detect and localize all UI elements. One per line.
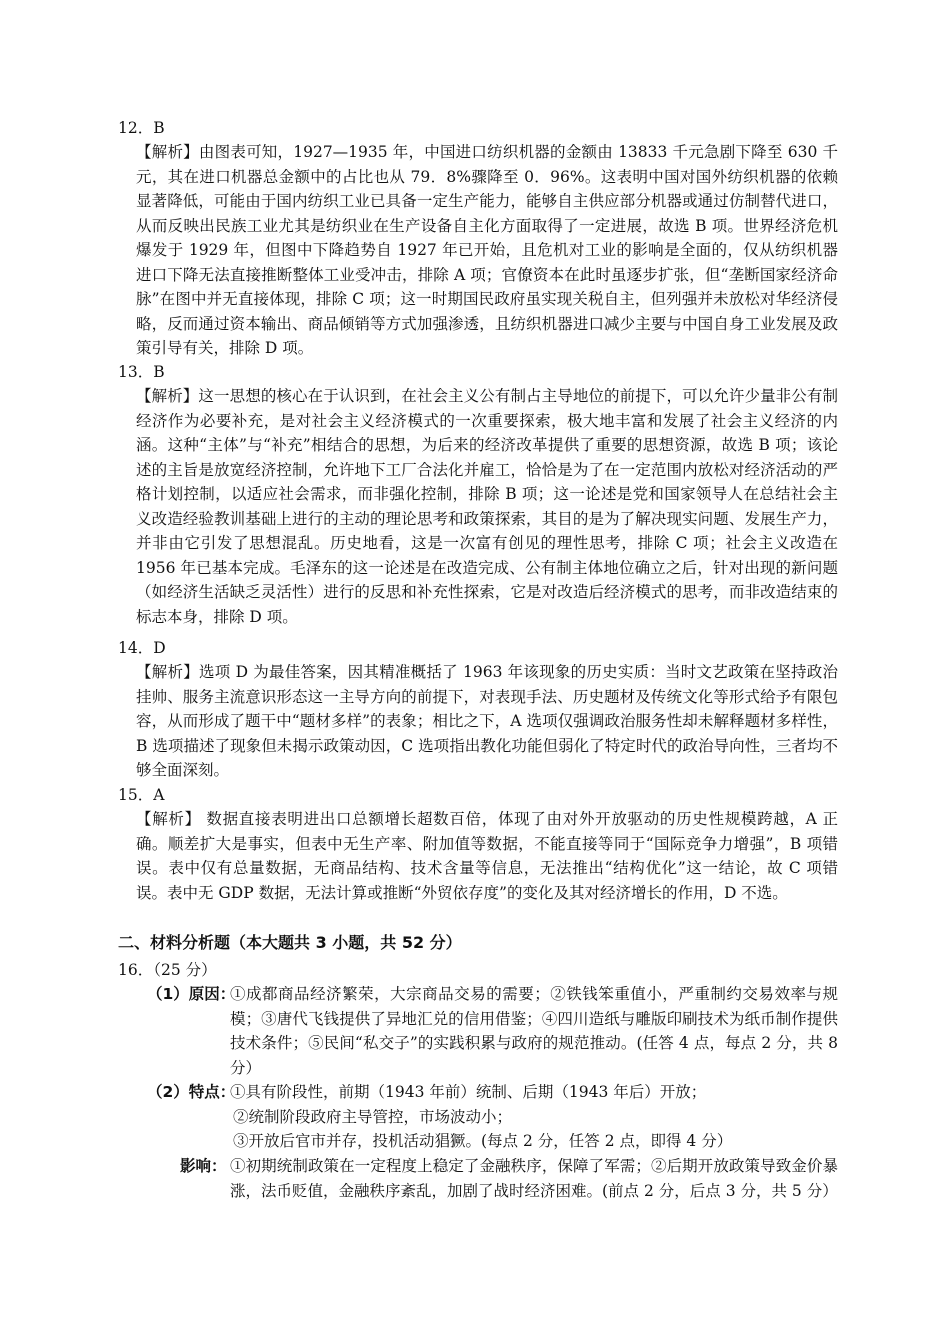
q16-part1-label: （1）原因： [147, 985, 236, 1003]
q16-part2-line3: ③开放后官市并存，投机活动猖獗。(每点 2 分，任答 2 点，即得 4 分） [233, 1132, 733, 1150]
section-2-title: 二、材料分析题（本大题共 3 小题，共 52 分） [118, 933, 462, 952]
q12-answer: 12．B [118, 119, 165, 137]
q16-impact-label: 影响： [180, 1157, 227, 1175]
q16-impact-text: ①初期统制政策在一定程度上稳定了金融秩序，保障了军需；②后期开放政策导致金价暴涨，法币贬值，金融秩序紊乱，加剧了战时经济困难。(前点 2 分，后点 3 分，共 5 分） [230, 1157, 838, 1200]
q16-head: 16．（25 分） [118, 961, 217, 979]
q13-answer: 13．B [118, 363, 165, 381]
q16-part2-line1: ①具有阶段性，前期（1943 年前）统制、后期（1943 年后）开放； [230, 1083, 707, 1101]
q13-analysis: 【解析】这一思想的核心在于认识到，在社会主义公有制占主导地位的前提下，可以允许少量非公有制经济作为必要补充，是对社会主义经济模式的一次重要探索，极大地丰富和发展了社会主义经济的内涵。这种“主体”与“补充”相结合的思想，为后来的经济改革提供了重要的思想资源，故选 B 项；该论述的主旨是放宽经济控制，允许地下工厂合法化并雇工，恰恰是为了在一定范围内放松对经济活动的严格计划控制，以适应社会需求，而非强化控制，排除 B 项；这一论述是党和国家领导人在总结社会主义改造经验教训基础上进行的主动的理论思考和政策探索，其目的是为了解决现实问题、发展生产力，并非由它引发了思想混乱。历史地看，这是一次富有创见的理性思考，排除 C 项；社会主义改造在 1956 年已基本完成。毛泽东的这一论述是在改造完成、公有制主体地位确立之后，针对出现的新问题（如经济生活缺乏灵活性）进行的反思和补充性探索，它是对改造后经济模式的思考，而非改造结束的标志本身，排除 D 项。 [136, 387, 838, 626]
q15-analysis: 【解析】 数据直接表明进出口总额增长超数百倍，体现了由对外开放驱动的历史性规模跨越，A 正确。顺差扩大是事实，但表中无生产率、附加值等数据，不能直接等同于“国际竞争力增强”，B 项错误。表中仅有总量数据，无商品结构、技术含量等信息，无法推出“结构优化”这一结论，故 C 项错误。表中无 GDP 数据，无法计算或推断“外贸依存度”的变化及其对经济增长的作用，D 不选。 [136, 810, 838, 902]
q12-analysis: 【解析】由图表可知，1927—1935 年，中国进口纺织机器的金额由 13833 千元急剧下降至 630 千元，其在进口机器总金额中的占比也从 79．8%骤降至 0．96%。这表明中国对国外纺织机器的依赖显著降低，可能由于国内纺织工业已具备一定生产能力，能够自主供应部分机器或通过仿制替代进口，从而反映出民族工业尤其是纺织业在生产设备自主化方面取得了一定进展，故选 B 项。世界经济危机爆发于 1929 年，但图中下降趋势自 1927 年已开始，且危机对工业的影响是全面的，仅从纺织机器进口下降无法直接推断整体工业受冲击，排除 A 项；官僚资本在此时虽逐步扩张，但“垄断国家经济命脉”在图中并无直接体现，排除 C 项；这一时期国民政府虽实现关税自主，但列强并未放松对华经济侵略，反而通过资本输出、商品倾销等方式加强渗透，且纺织机器进口减少主要与中国自身工业发展及政策引导有关，排除 D 项。 [136, 143, 838, 357]
q14-answer: 14．D [118, 639, 166, 657]
q14-analysis: 【解析】选项 D 为最佳答案，因其精准概括了 1963 年该现象的历史实质：当时文艺政策在坚持政治挂帅、服务主流意识形态这一主导方向的前提下，对表现手法、历史题材及传统文化等形式给予有限包容，从而形成了题干中“题材多样”的表象；相比之下，A 选项仅强调政治服务性却未解释题材多样性，B 选项描述了现象但未揭示政策动因，C 选项指出教化功能但弱化了特定时代的政治导向性，三者均不够全面深刻。 [136, 663, 838, 779]
q15-answer: 15．A [118, 786, 165, 804]
q16-part2-line2: ②统制阶段政府主导管控，市场波动小； [233, 1108, 513, 1126]
q16-part2-label: （2）特点： [147, 1083, 236, 1101]
q16-part1-text: ①成都商品经济繁荣，大宗商品交易的需要；②铁钱笨重值小，严重制约交易效率与规模；③唐代飞钱提供了异地汇兑的信用借鉴；④四川造纸与雕版印刷技术为纸币制作提供技术条件；⑤民间“私交子”的实践积累与政府的规范推动。(任答 4 点，每点 2 分，共 8 分） [230, 985, 838, 1077]
